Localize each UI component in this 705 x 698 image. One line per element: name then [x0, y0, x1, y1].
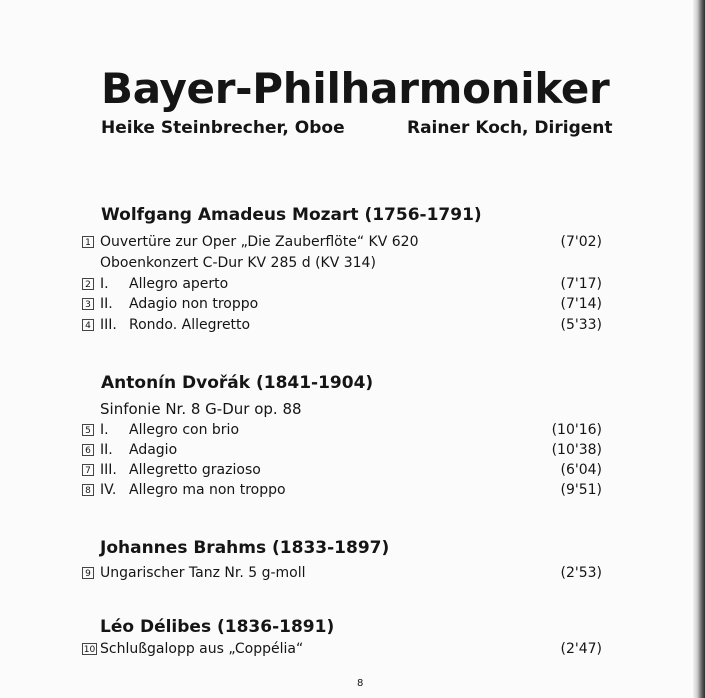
track-number: 5 — [82, 424, 94, 436]
track-title: Adagio — [129, 442, 178, 458]
track-duration: (6'04) — [560, 462, 602, 478]
movement-number: IV. — [100, 482, 117, 498]
track-duration: (7'02) — [560, 234, 602, 250]
track-duration: (10'38) — [551, 442, 602, 458]
track-row — [82, 442, 602, 462]
track-number: 9 — [82, 567, 94, 579]
track-duration: (10'16) — [551, 422, 602, 438]
work-title-symphony: Sinfonie Nr. 8 G-Dur op. 88 — [100, 400, 302, 418]
track-title: Allegro aperto — [129, 276, 229, 292]
track-title: Allegretto grazioso — [129, 462, 261, 478]
orchestra-title: Bayer-Philharmoniker — [101, 64, 610, 113]
track-title: Ungarischer Tanz Nr. 5 g-moll — [100, 565, 306, 581]
track-title: Allegro ma non troppo — [129, 482, 286, 498]
movement-number: I. — [100, 276, 109, 292]
conductor-credit: Rainer Koch, Dirigent — [407, 118, 613, 138]
soloist-credit: Heike Steinbrecher, Oboe — [101, 118, 345, 138]
track-row — [82, 565, 602, 585]
track-row — [82, 641, 602, 661]
track-duration: (9'51) — [560, 482, 602, 498]
track-title: Rondo. Allegretto — [129, 317, 251, 333]
composer-heading-mozart: Wolfgang Amadeus Mozart (1756-1791) — [101, 205, 482, 225]
page-number: 8 — [357, 678, 364, 689]
track-number: 6 — [82, 444, 94, 456]
track-row — [82, 422, 602, 442]
composer-heading-brahms: Johannes Brahms (1833-1897) — [100, 538, 390, 558]
work-title-oboe-concerto: Oboenkonzert C-Dur KV 285 d (KV 314) — [100, 255, 376, 271]
track-row — [82, 462, 602, 482]
track-row — [82, 296, 602, 316]
track-title: Ouvertüre zur Oper „Die Zauberflöte“ KV 620 — [100, 234, 419, 250]
movement-number: III. — [100, 317, 117, 333]
track-number: 7 — [82, 464, 94, 476]
track-number: 3 — [82, 298, 94, 310]
movement-number: III. — [100, 462, 117, 478]
track-title: Allegro con brio — [129, 422, 240, 438]
track-number: 10 — [83, 645, 96, 655]
movement-number: I. — [100, 422, 109, 438]
track-number: 1 — [82, 236, 94, 248]
composer-heading-delibes: Léo Délibes (1836-1891) — [100, 617, 335, 637]
track-duration: (7'17) — [560, 276, 602, 292]
track-duration: (2'53) — [560, 565, 602, 581]
composer-heading-dvorak: Antonín Dvořák (1841-1904) — [101, 373, 374, 393]
track-row — [82, 317, 602, 337]
track-number: 2 — [82, 278, 94, 290]
track-title: Schlußgalopp aus „Coppélia“ — [100, 641, 304, 657]
movement-number: II. — [100, 296, 113, 312]
track-title: Adagio non troppo — [129, 296, 259, 312]
track-row — [82, 234, 602, 254]
booklet-spine-shadow — [693, 0, 705, 698]
track-duration: (5'33) — [560, 317, 602, 333]
movement-number: II. — [100, 442, 113, 458]
track-duration: (7'14) — [560, 296, 602, 312]
track-duration: (2'47) — [560, 641, 602, 657]
track-number: 8 — [82, 484, 94, 496]
track-row — [82, 482, 602, 502]
track-row — [82, 276, 602, 296]
track-number: 4 — [82, 319, 94, 331]
